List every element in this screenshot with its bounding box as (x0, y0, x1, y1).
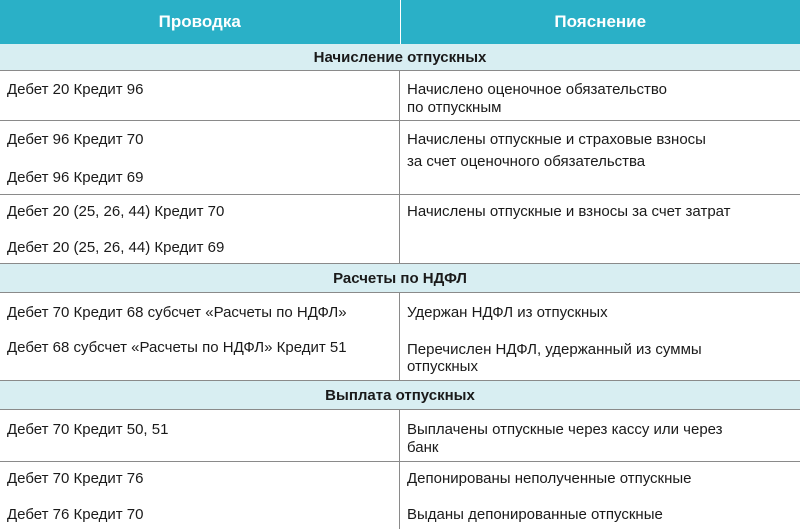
explanation-line: отпускных (407, 358, 478, 375)
posting-cell (0, 462, 400, 529)
table-row (0, 195, 800, 264)
explanation-cell (400, 462, 800, 529)
explanation-line: по отпускным (407, 99, 502, 116)
table-row (0, 410, 800, 462)
table-row (0, 71, 800, 121)
posting-cell (0, 121, 400, 194)
posting-line: Дебет 70 Кредит 76 (7, 470, 144, 487)
posting-cell (0, 410, 400, 461)
posting-line: Дебет 70 Кредит 50, 51 (7, 421, 169, 438)
posting-line: Дебет 70 Кредит 68 субсчет «Расчеты по НДФЛ» (7, 304, 347, 321)
posting-line: Дебет 20 Кредит 96 (7, 81, 144, 98)
explanation-cell (400, 195, 800, 263)
explanation-line: Начислены отпускные и взносы за счет затрат (407, 203, 731, 220)
posting-line: Дебет 68 субсчет «Расчеты по НДФЛ» Кредит 51 (7, 339, 347, 356)
table-row (0, 462, 800, 529)
posting-line: Дебет 76 Кредит 70 (7, 506, 144, 523)
posting-line: Дебет 96 Кредит 70 (7, 131, 144, 148)
explanation-line: Начислены отпускные и страховые взносы (407, 131, 706, 148)
posting-line: Дебет 96 Кредит 69 (7, 169, 144, 186)
posting-line: Дебет 20 (25, 26, 44) Кредит 70 (7, 203, 225, 220)
explanation-line: Перечислен НДФЛ, удержанный из суммы (407, 341, 702, 358)
table-row (0, 121, 800, 195)
section-title-payment: Выплата отпускных (0, 381, 800, 410)
posting-line: Дебет 20 (25, 26, 44) Кредит 69 (7, 239, 225, 256)
table-row (0, 293, 800, 381)
header-posting: Проводка (0, 0, 401, 44)
explanation-line: Выплачены отпускные через кассу или через (407, 421, 723, 438)
explanation-line: Начислено оценочное обязательство (407, 81, 668, 98)
explanation-cell (400, 71, 800, 120)
explanation-line: за счет оценочного обязательства (407, 153, 646, 170)
explanation-cell (400, 121, 800, 194)
posting-cell (0, 195, 400, 263)
explanation-cell (400, 410, 800, 461)
table-header (0, 0, 800, 44)
explanation-cell (400, 293, 800, 380)
explanation-line: Выданы депонированные отпускные (407, 506, 663, 523)
posting-cell (0, 71, 400, 120)
section-title-accrual: Начисление отпускных (0, 44, 800, 71)
posting-cell (0, 293, 400, 380)
explanation-line: Депонированы неполученные отпускные (407, 470, 692, 487)
explanation-line: Удержан НДФЛ из отпускных (407, 304, 608, 321)
explanation-line: банк (407, 439, 439, 456)
section-title-ndfl: Расчеты по НДФЛ (0, 264, 800, 293)
header-explanation: Пояснение (554, 12, 647, 31)
